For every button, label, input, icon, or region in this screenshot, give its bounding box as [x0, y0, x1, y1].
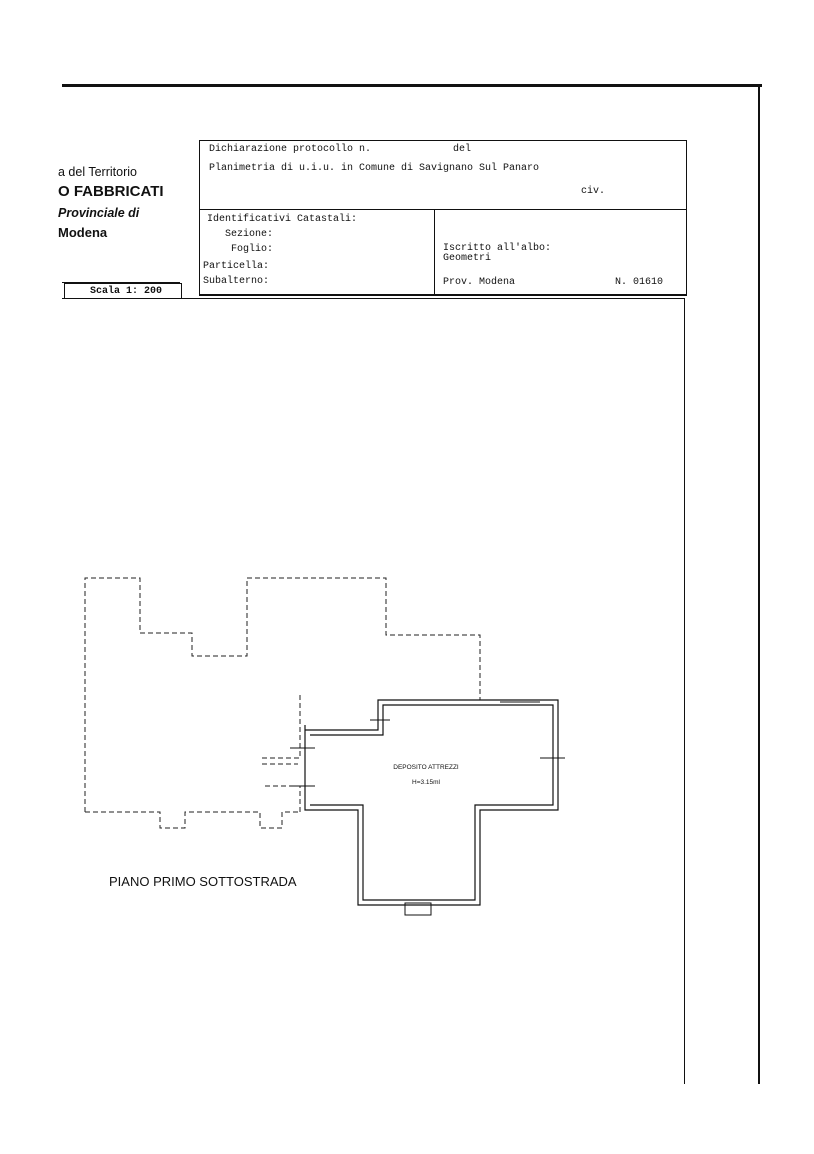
scale-label: Scala 1: 200: [90, 286, 163, 297]
foglio-label: Foglio:: [231, 244, 274, 255]
room-name: DEPOSITO ATTREZZI: [393, 764, 459, 771]
office-line-3: Provinciale di: [58, 206, 140, 220]
registration-number: N. 01610: [615, 277, 664, 288]
room-height: H=3.15ml: [412, 779, 440, 786]
openings: [290, 702, 565, 915]
del-label: del: [453, 144, 472, 155]
civ-label: civ.: [581, 186, 606, 197]
albo-value: Geometri: [443, 253, 492, 264]
office-line-1: a del Territorio: [58, 165, 137, 179]
albo-label: Iscritto all'albo:: [443, 243, 552, 254]
office-line-2: O FABBRICATI: [58, 183, 164, 200]
floor-caption: PIANO PRIMO SOTTOSTRADA: [109, 874, 297, 889]
identifiers-title: Identificativi Catastali:: [207, 214, 358, 225]
adjacent-outline: [85, 578, 480, 828]
planimetria-text: Planimetria di u.i.u. in Comune di Savignano Sul Panaro: [209, 163, 540, 174]
room-walls: [305, 700, 558, 905]
particella-label: Particella:: [203, 261, 270, 272]
office-line-4: Modena: [58, 225, 108, 240]
sezione-label: Sezione:: [225, 229, 274, 240]
protocol-label: Dichiarazione protocollo n.: [209, 144, 372, 155]
subalterno-label: Subalterno:: [203, 276, 270, 287]
prov-label: Prov. Modena: [443, 277, 516, 288]
